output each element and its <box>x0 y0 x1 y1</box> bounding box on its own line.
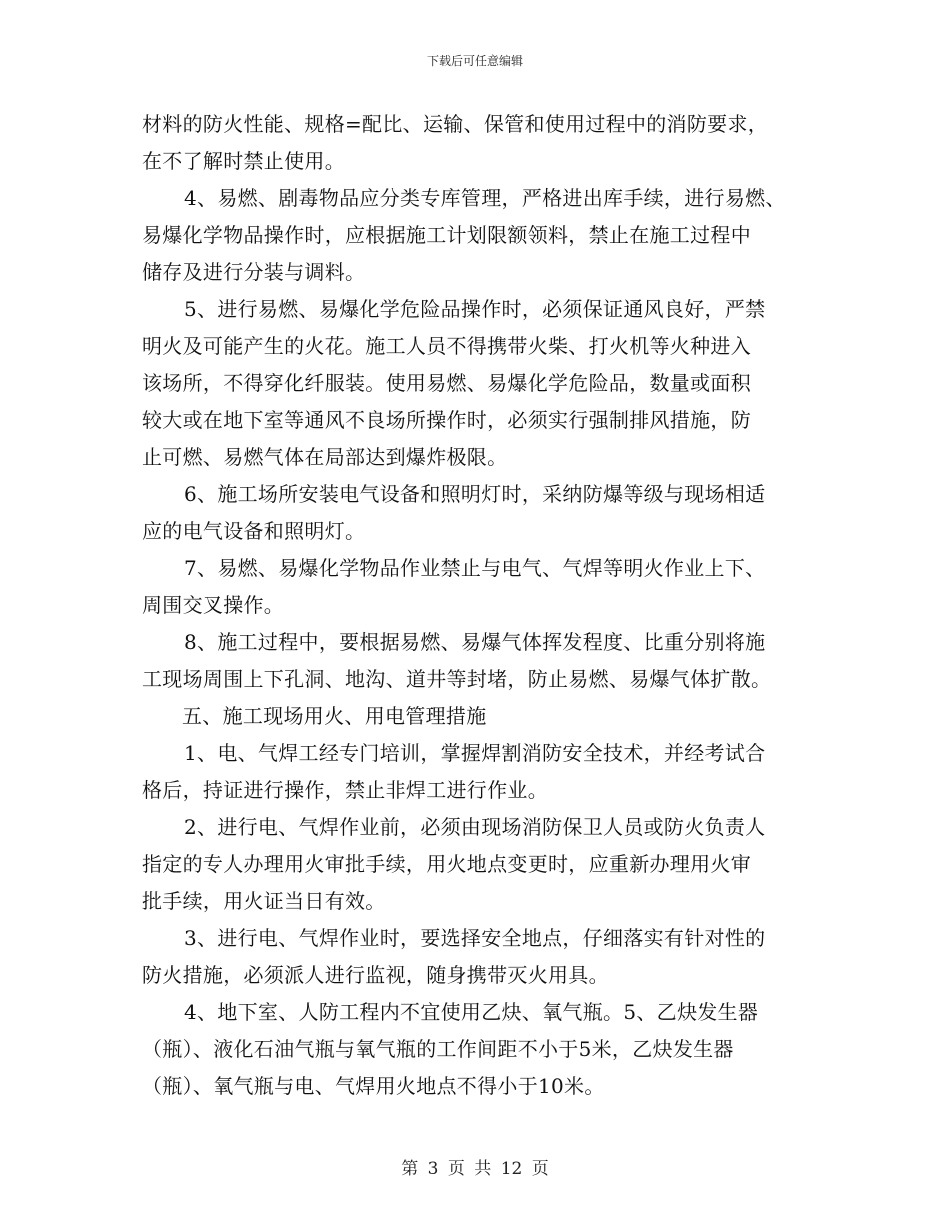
paragraph-line: 7、易燃、易爆化学物品作业禁止与电气、气焊等明火作业上下、 <box>184 556 766 580</box>
paragraph-line: 工现场周围上下孔洞、地沟、道井等封堵，防止易燃、易爆气体扩散。 <box>142 667 772 691</box>
paragraph-line: 防火措施，必须派人进行监视，随身携带灭火用具。 <box>142 963 609 987</box>
paragraph-line: 4、易燃、剧毒物品应分类专库管理，严格进出库手续，进行易燃、 <box>184 186 786 210</box>
paragraph-line: （瓶）、氧气瓶与电、气焊用火地点不得小于10米。 <box>142 1074 605 1098</box>
paragraph-line: 8、施工过程中，要根据易燃、易爆气体挥发程度、比重分别将施 <box>184 630 766 654</box>
paragraph-line: 2、进行电、气焊作业前，必须由现场消防保卫人员或防火负责人 <box>184 815 766 839</box>
document-body <box>142 106 832 1105</box>
paragraph-line: 格后，持证进行操作，禁止非焊工进行作业。 <box>142 778 548 802</box>
paragraph-line: 6、施工场所安装电气设备和照明灯时，采纳防爆等级与现场相适 <box>184 482 766 506</box>
paragraph-line: 在不了解时禁止使用。 <box>142 149 345 173</box>
page-header-note: 下载后可任意编辑 <box>426 54 523 68</box>
paragraph-line: 3、进行电、气焊作业时，要选择安全地点，仔细落实有针对性的 <box>184 926 766 950</box>
paragraph-line: 批手续，用火证当日有效。 <box>142 889 386 913</box>
paragraph-line: 明火及可能产生的火花。施工人员不得携带火柴、打火机等火种进入 <box>142 334 751 358</box>
paragraph-line: （瓶）、液化石油气瓶与氧气瓶的工作间距不小于5米，乙炔发生器 <box>142 1037 734 1061</box>
paragraph-line: 该场所，不得穿化纤服装。使用易燃、易爆化学危险品，数量或面积 <box>142 371 751 395</box>
paragraph-line: 储存及进行分装与调料。 <box>142 260 366 284</box>
paragraph-line: 止可燃、易燃气体在局部达到爆炸极限。 <box>142 445 508 469</box>
paragraph-line: 较大或在地下室等通风不良场所操作时，必须实行强制排风措施，防 <box>142 408 751 432</box>
paragraph-line: 易爆化学物品操作时，应根据施工计划限额领料，禁止在施工过程中 <box>142 223 751 247</box>
paragraph-line: 指定的专人办理用火审批手续，用火地点变更时，应重新办理用火审 <box>142 852 751 876</box>
paragraph-line: 材料的防火性能、规格=配比、运输、保管和使用过程中的消防要求， <box>142 112 769 136</box>
paragraph-line: 4、地下室、人防工程内不宜使用乙炔、氧气瓶。5、乙炔发生器 <box>184 1000 759 1024</box>
section-heading: 五、施工现场用火、用电管理措施 <box>182 704 487 728</box>
paragraph-line: 5、进行易燃、易爆化学危险品操作时，必须保证通风良好，严禁 <box>184 297 766 321</box>
paragraph-line: 周围交叉操作。 <box>142 593 285 617</box>
page-number: 第 3 页 共 12 页 <box>401 1159 549 1179</box>
paragraph-line: 应的电气设备和照明灯。 <box>142 519 366 543</box>
paragraph-line: 1、电、气焊工经专门培训，掌握焊割消防安全技术，并经考试合 <box>184 741 766 765</box>
